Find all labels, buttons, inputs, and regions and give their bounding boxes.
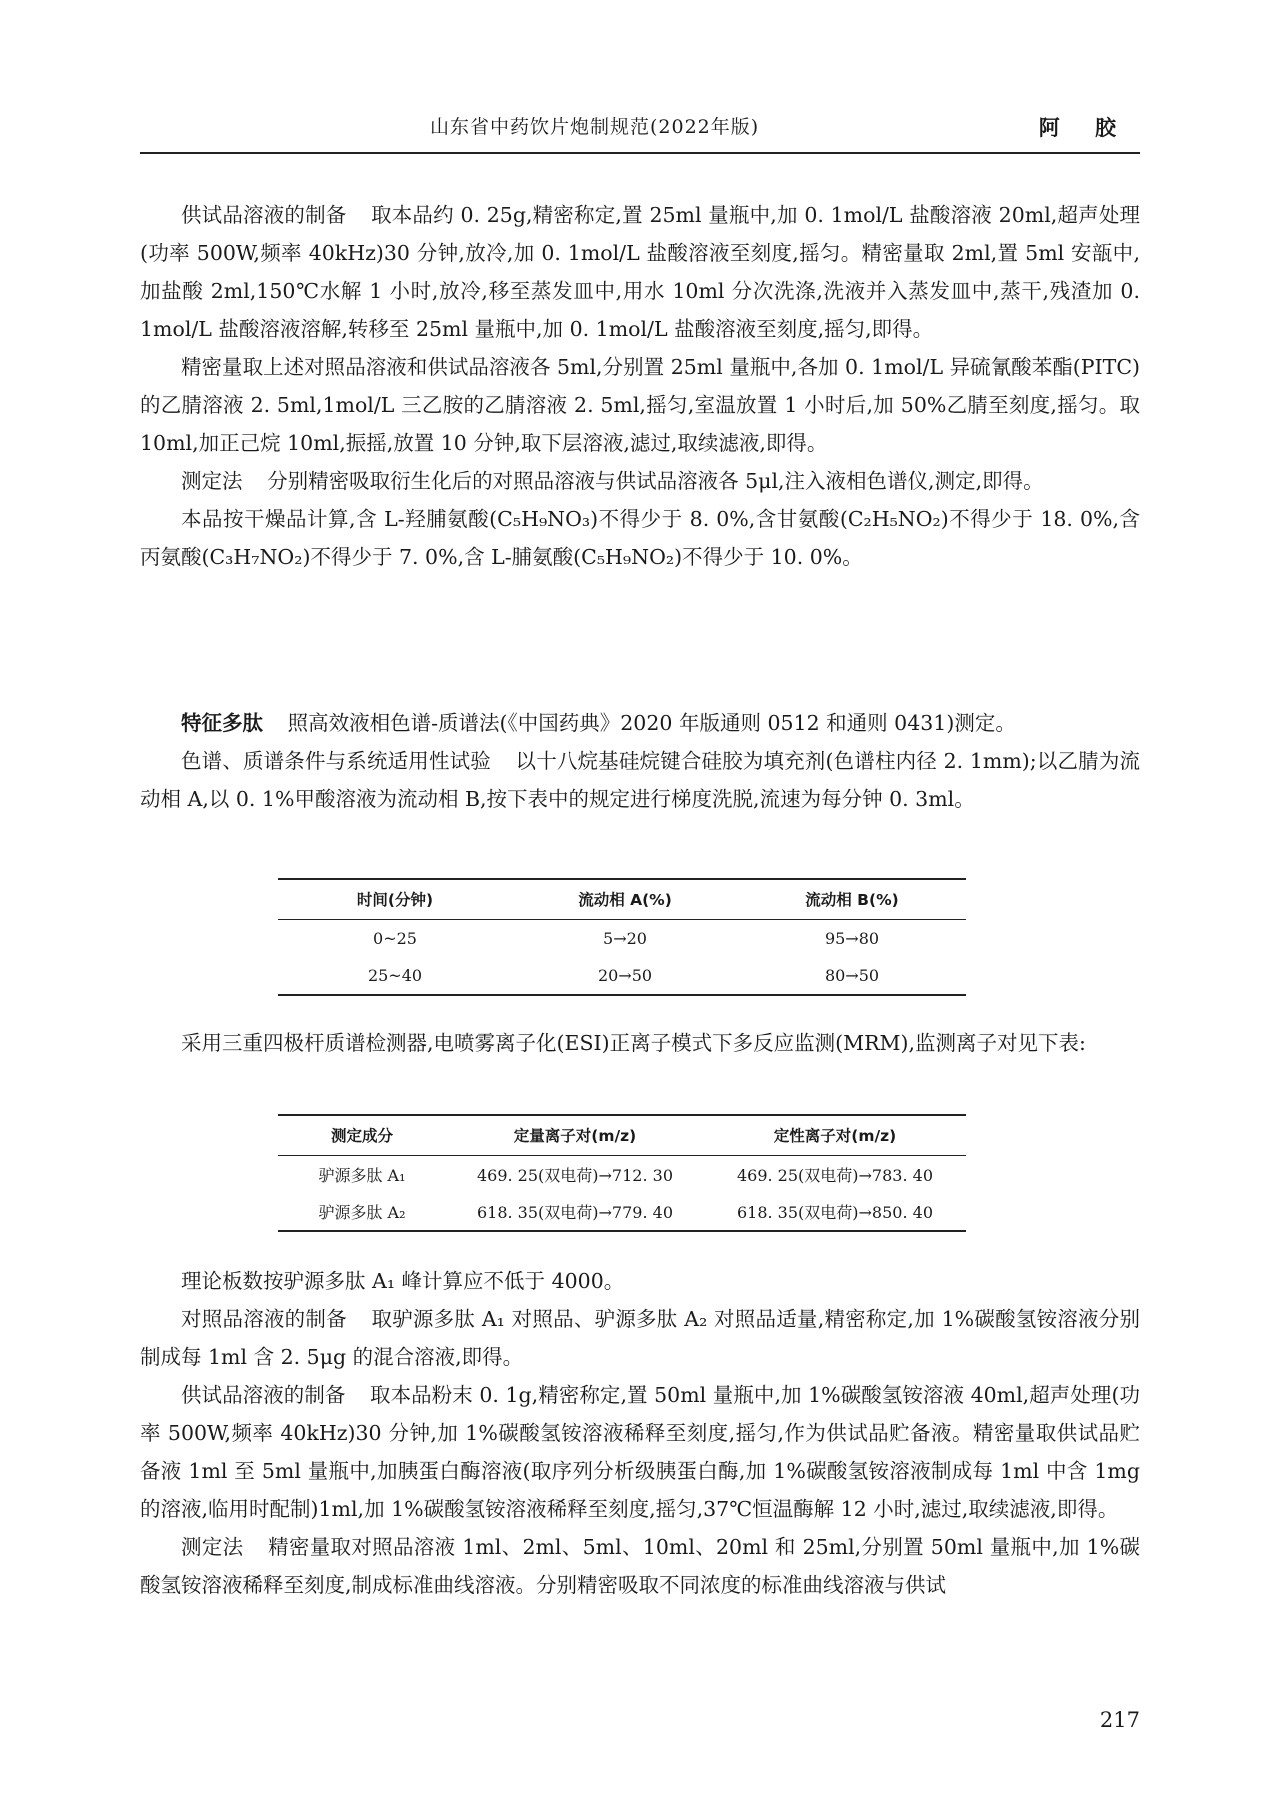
paragraph-text: 理论板数按驴源多肽 A₁ 峰计算应不低于 4000。: [181, 1269, 625, 1293]
text-block-4: [140, 1262, 1140, 1604]
table-header: 流动相 A(%): [512, 879, 738, 919]
table-cell: 618. 35(双电荷)→779. 40: [446, 1193, 704, 1231]
text-block-2: [140, 704, 1140, 818]
table-row: [278, 919, 966, 957]
table-cell: 469. 25(双电荷)→712. 30: [476, 1165, 674, 1185]
table-header: 流动相 B(%): [738, 879, 966, 919]
table-cell: 618. 35(双电荷)→850. 40: [704, 1193, 966, 1231]
paragraph-text: 本品按干燥品计算,含 L-羟脯氨酸(C₅H₉NO₃)不得少于 8. 0%,含甘氨酸(C₂H₅NO₂)不得少于 18. 0%,含丙氨酸(C₃H₇NO₂)不得少于 7. 0%,含 L-脯氨酸(C₅H₉NO₂)不得少于 10. 0%。: [140, 507, 1140, 569]
paragraph: [140, 704, 1140, 742]
paragraph: [140, 500, 1140, 576]
paragraph-text: 分别精密吸取衍生化后的对照品溶液与供试品溶液各 5μl,注入液相色谱仪,测定,即得。: [267, 469, 1044, 493]
table-header-row: [278, 1115, 966, 1155]
paragraph: [140, 1376, 1140, 1528]
text-block-3: [140, 1024, 1140, 1062]
paragraph-text: 采用三重四极杆质谱检测器,电喷雾离子化(ESI)正离子模式下多反应监测(MRM),监测离子对见下表:: [181, 1031, 1086, 1055]
table-header-row: [278, 879, 966, 919]
paragraph-lead: 供试品溶液的制备: [181, 203, 347, 227]
table-cell: 95→80: [824, 928, 880, 948]
section-heading: 特征多肽: [181, 711, 263, 735]
table-cell: 0~25: [373, 928, 417, 948]
table-header: 时间(分钟): [278, 879, 512, 919]
paragraph: [140, 348, 1140, 462]
gradient-table: [278, 878, 966, 996]
table-cell: 25~40: [278, 957, 512, 995]
paragraph: [140, 1024, 1140, 1062]
paragraph-text: 取驴源多肽 A₁ 对照品、驴源多肽 A₂ 对照品适量,精密称定,加 1%碳酸氢铵溶液分别制成每 1ml 含 2. 5μg 的混合溶液,即得。: [140, 1307, 1141, 1369]
paragraph: [140, 1528, 1140, 1604]
table-cell: 80→50: [738, 957, 966, 995]
paragraph-text: 取本品约 0. 25g,精密称定,置 25ml 量瓶中,加 0. 1mol/L 盐酸溶液 20ml,超声处理(功率 500W,频率 40kHz)30 分钟,放冷,加 0. 1mol/L 盐酸溶液至刻度,摇匀。精密量取 2ml,置 5ml 安瓿中,加盐酸 2ml,150℃水解 1 小时,放冷,移至蒸发皿中,用水 10ml 分次洗涤,洗液并入蒸发皿中,蒸干,残渣加 0. 1mol/L 盐酸溶液溶解,转移至 25ml 量瓶中,加 0. 1mol/L 盐酸溶液至刻度,摇匀,即得。: [140, 203, 1140, 341]
paragraph-text: 照高效液相色谱-质谱法(《中国药典》2020 年版通则 0512 和通则 0431)测定。: [287, 711, 1016, 735]
table-cell: 驴源多肽 A₂: [278, 1193, 446, 1231]
table-row: [278, 1155, 966, 1193]
paragraph-text: 以十八烷基硅烷键合硅胶为填充剂(色谱柱内径 2. 1mm);以乙腈为流动相 A,以 0. 1%甲酸溶液为流动相 B,按下表中的规定进行梯度洗脱,流速为每分钟 0. 3ml。: [140, 749, 1140, 811]
paragraph-lead: 色谱、质谱条件与系统适用性试验: [181, 749, 491, 773]
ion-pair-table: [278, 1114, 966, 1232]
paragraph: [140, 1262, 1140, 1300]
paragraph-text: 精密量取上述对照品溶液和供试品溶液各 5ml,分别置 25ml 量瓶中,各加 0. 1mol/L 异硫氰酸苯酯(PITC)的乙腈溶液 2. 5ml,1mol/L 三乙胺的乙腈溶液 2. 5ml,摇匀,室温放置 1 小时后,加 50%乙腈至刻度,摇匀。取 10ml,加正己烷 10ml,振摇,放置 10 分钟,取下层溶液,滤过,取续滤液,即得。: [140, 355, 1140, 455]
table-cell: 5→20: [603, 928, 647, 948]
paragraph: [140, 1300, 1140, 1376]
paragraph-text: 取本品粉末 0. 1g,精密称定,置 50ml 量瓶中,加 1%碳酸氢铵溶液 40ml,超声处理(功率 500W,频率 40kHz)30 分钟,加 1%碳酸氢铵溶液稀释至刻度,摇匀,作为供试品贮备液。精密量取供试品贮备液 1ml 至 5ml 量瓶中,加胰蛋白酶溶液(取序列分析级胰蛋白酶,加 1%碳酸氢铵溶液制成每 1ml 中含 1mg 的溶液,临用时配制)1ml,加 1%碳酸氢铵溶液稀释至刻度,摇匀,37℃恒温酶解 12 小时,滤过,取续滤液,即得。: [140, 1383, 1141, 1521]
table-header: 定量离子对(m/z): [446, 1115, 704, 1155]
table-row: [278, 957, 966, 995]
book-title: 山东省中药饮片炮制规范(2022年版): [430, 116, 760, 138]
text-block-1: [140, 196, 1140, 576]
table-cell: 驴源多肽 A₁: [318, 1165, 406, 1185]
table-header: 定性离子对(m/z): [704, 1115, 966, 1155]
section-title: 阿 胶: [1038, 115, 1130, 140]
paragraph-lead: 测定法: [181, 469, 243, 493]
paragraph: [140, 196, 1140, 348]
running-header: [140, 112, 1140, 152]
table-cell: 20→50: [512, 957, 738, 995]
paragraph: [140, 462, 1140, 500]
page-number: 217: [1099, 1708, 1140, 1732]
table-cell: 469. 25(双电荷)→783. 40: [736, 1165, 934, 1185]
table-row: [278, 1193, 966, 1231]
paragraph: [140, 742, 1140, 818]
table-header: 测定成分: [278, 1115, 446, 1155]
paragraph-text: 精密量取对照品溶液 1ml、2ml、5ml、10ml、20ml 和 25ml,分别置 50ml 量瓶中,加 1%碳酸氢铵溶液稀释至刻度,制成标准曲线溶液。分别精密吸取不同浓度的标准曲线溶液与供试: [140, 1535, 1141, 1597]
paragraph-lead: 供试品溶液的制备: [181, 1383, 346, 1407]
paragraph-lead: 对照品溶液的制备: [181, 1307, 347, 1331]
header-rule: [140, 152, 1140, 154]
paragraph-lead: 测定法: [181, 1535, 244, 1559]
